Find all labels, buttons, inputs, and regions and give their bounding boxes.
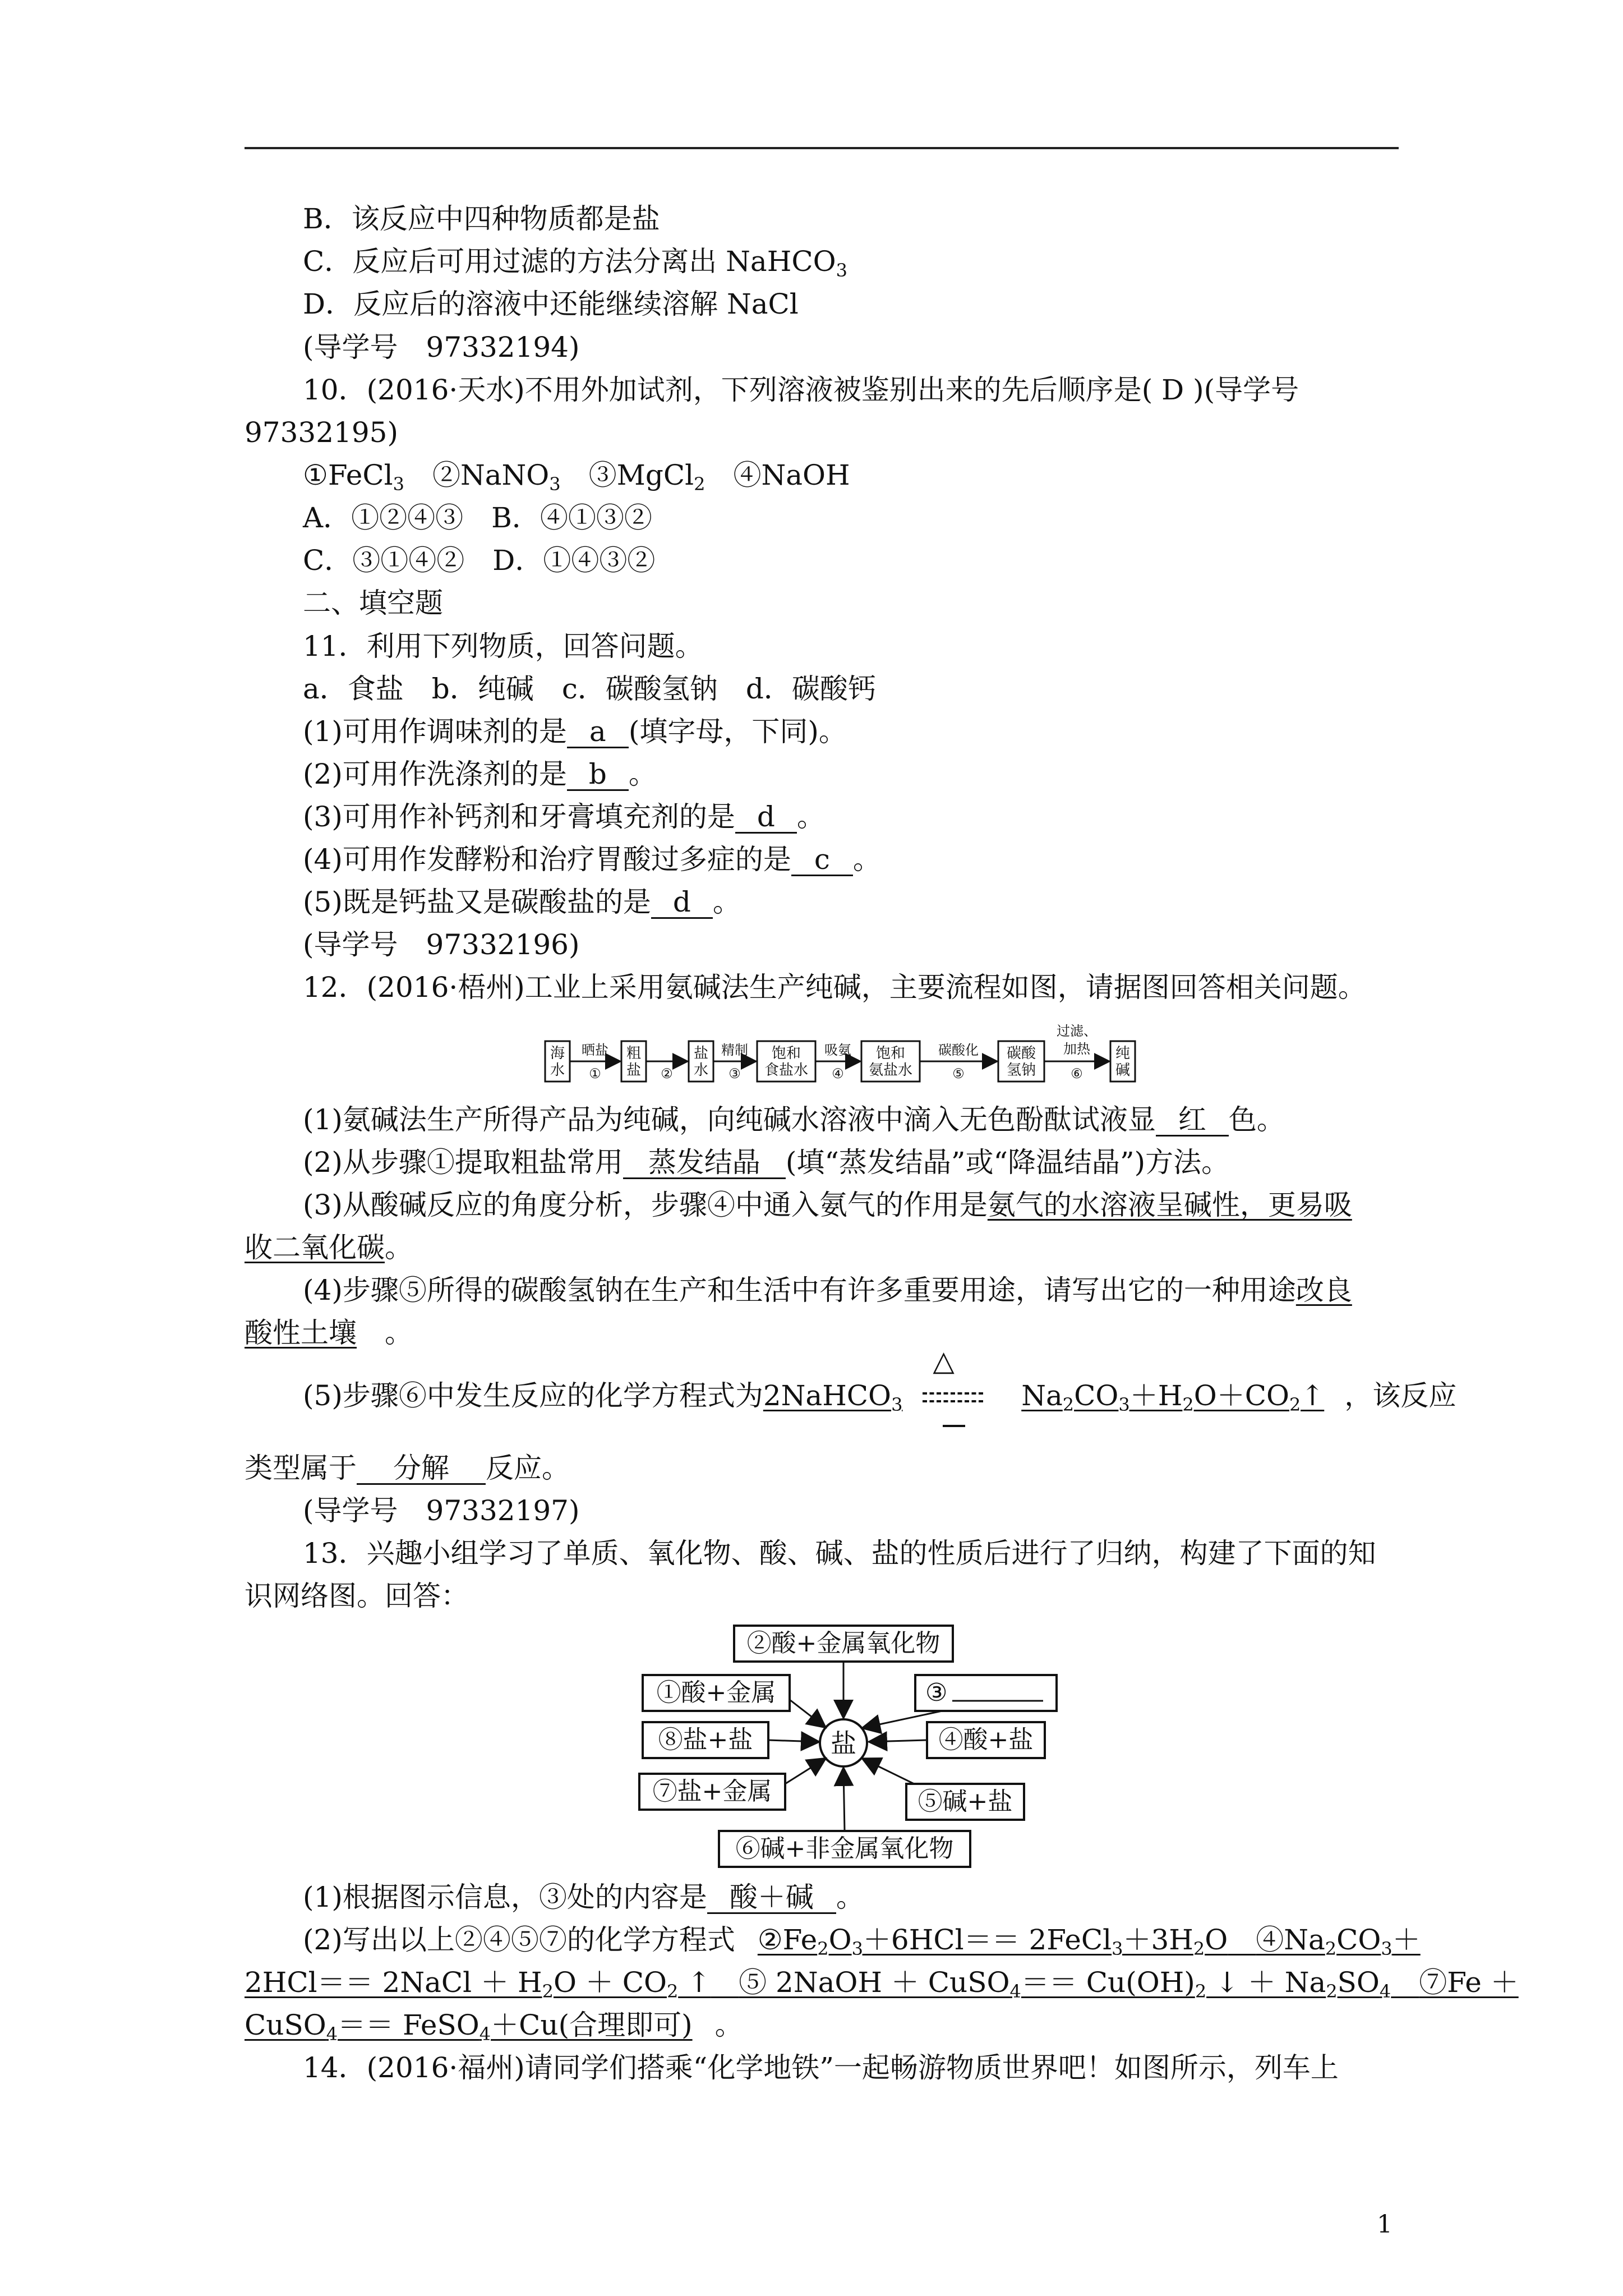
flow-step-label: 过滤、 [1057,1023,1097,1039]
q10-items: ①FeCl$_3$ ②NaNO$_3$ ③MgCl$_2$ ④NaOH [303,459,850,495]
node-acid-metal [643,1675,790,1711]
node-blank [915,1675,1057,1711]
svg-text:①酸+金属: ①酸+金属 [656,1678,776,1707]
node-salt-salt [643,1722,768,1758]
q11-guide-number: (导学号 97332196) [303,928,580,961]
svg-text:④酸+盐: ④酸+盐 [938,1726,1034,1754]
q9-option-c: C．反应后可用过滤的方法分离出 NaHCO$_3$ [303,245,847,281]
flow-step-label: 碳酸化 [938,1042,979,1058]
svg-text:⑦盐+金属: ⑦盐+金属 [652,1777,772,1806]
equation-reactant: 2NaHCO$_3$ [763,1379,903,1415]
svg-text:氨盐水: 氨盐水 [868,1062,913,1079]
q12-part-5-cont: 类型属于 分解 反应。 [245,1452,570,1484]
svg-text:②酸+金属氧化物: ②酸+金属氧化物 [746,1629,940,1658]
flow-step-num: ② [661,1066,673,1082]
node-acid-salt [927,1722,1045,1758]
answer-underline: CuSO$_4$＝＝ FeSO$_4$＋Cu(合理即可) [245,2009,693,2045]
q14-stem: 14．(2016·福州)请同学们搭乘“化学地铁”一起畅游物质世界吧！如图所示，列车上 [303,2051,1339,2084]
node-salt-metal [639,1774,785,1810]
flow-step-num: ① [589,1066,601,1082]
flow-step-num: ⑤ [952,1066,965,1082]
q10-options-cd: C．③①④② D．①④③② [303,544,656,577]
answer-blank: 红 [1156,1105,1229,1137]
flow-box-brine [689,1041,713,1082]
q11-part-3: (3)可用作补钙剂和牙膏填充剂的是 d 。 [303,800,825,833]
q9-guide-number: (导学号 97332194) [303,331,580,364]
section-title: 二、填空题 [303,587,443,619]
answer-underline: 收二氧化碳 [245,1231,385,1264]
q13-part-1: (1)根据图示信息，③处的内容是 酸＋碱 。 [303,1881,864,1913]
q11-options: a．食盐 b．纯碱 c．碳酸氢钠 d．碳酸钙 [303,673,876,705]
q13-part-2-line3: CuSO$_4$＝＝ FeSO$_4$＋Cu(合理即可) 。 [245,2009,743,2045]
flow-box-crude-salt [621,1041,646,1082]
q12-part-1: (1)氨碱法生产所得产品为纯碱，向纯碱水溶液中滴入无色酚酞试液显 红 色。 [303,1103,1285,1136]
answer-underline: 氨气的水溶液呈碱性，更易吸 [987,1189,1352,1221]
flow-step-label: 吸氨 [824,1042,851,1058]
node-base-nonmetal-oxide [719,1831,970,1867]
flow-box-ammoniated-brine [861,1041,920,1082]
equation-products: $Na_2CO_3+H_2O+CO_2↑$ [1021,1379,1325,1415]
svg-text:氢钠: 氢钠 [1006,1062,1036,1079]
q9-option-d: D．反应后的溶液中还能继续溶解 NaCl [303,288,799,320]
svg-text:水: 水 [693,1062,709,1079]
q12-part-5: (5)步骤⑥中发生反应的化学方程式为2NaHCO$_3$ △ $Na_2CO_3+H_2O+CO_2↑$ ，该反应 [303,1378,1456,1414]
answer-blank: 酸＋碱 [707,1882,836,1914]
flow-box-seawater [545,1041,570,1082]
q11-part-2: (2)可用作洗涤剂的是 b 。 [303,758,657,790]
node-base-salt [906,1784,1024,1820]
flow-step-num: ⑥ [1071,1066,1083,1082]
flow-step-num: ③ [728,1066,741,1082]
svg-text:盐: 盐 [626,1062,642,1079]
q12-flow-diagram [544,1020,1150,1096]
flow-step-label: 晒盐 [582,1042,608,1058]
svg-text:盐: 盐 [693,1045,709,1062]
svg-text:③: ③ [925,1678,948,1707]
answer-underline: 2HCl＝＝ 2NaCl ＋ $H_2O + CO_2$ ↑ ⑤ 2NaOH ＋ CuSO$_4$＝＝ $Cu(OH)_2$ ↓ ＋ $Na_2SO_4$ ⑦Fe ＋ [245,1966,1519,2002]
q12-part-3: (3)从酸碱反应的角度分析，步骤④中通入氨气的作用是氨气的水溶液呈碱性，更易吸 [303,1189,1352,1221]
answer-underline: $②Fe_2O_3+6HCl==$ $2FeCl_3+3H_2O$ $④Na_2CO_3+$ [757,1924,1421,1959]
flow-box-saturated-brine [757,1041,815,1082]
svg-text:⑤碱+盐: ⑤碱+盐 [917,1787,1013,1816]
q11-part-4: (4)可用作发酵粉和治疗胃酸过多症的是 c 。 [303,843,881,876]
svg-text:⑥碱+非金属氧化物: ⑥碱+非金属氧化物 [735,1834,954,1863]
q10-stem-cont: 97332195) [245,416,398,449]
svg-text:食盐水: 食盐水 [764,1062,809,1079]
svg-text:饱和: 饱和 [771,1045,801,1062]
answer-underline: 酸性土壤 [245,1317,357,1349]
q12-part-4: (4)步骤⑤所得的碳酸氢钠在生产和生活中有许多重要用途，请写出它的一种用途改良 [303,1274,1352,1306]
flow-step-num: ④ [832,1066,844,1082]
svg-text:水: 水 [550,1062,565,1079]
svg-text:碳酸: 碳酸 [1006,1045,1036,1062]
q12-part-2: (2)从步骤①提取粗盐常用 蒸发结晶 (填“蒸发结晶”或“降温结晶”)方法。 [303,1146,1230,1179]
q12-part-3-cont: 收二氧化碳。 [245,1231,413,1264]
q13-network-diagram [628,1616,1077,1874]
q12-part-4-cont: 酸性土壤 。 [245,1317,413,1349]
answer-blank: d [651,887,713,919]
header-rule [245,147,1399,149]
reaction-condition: △ [911,1378,995,1414]
answer-blank: d [735,802,797,834]
q9-option-b: B．该反应中四种物质都是盐 [303,203,660,235]
flow-step-label: 加热 [1063,1041,1090,1057]
svg-text:碱: 碱 [1115,1062,1131,1079]
q13-stem: 13．兴趣小组学习了单质、氧化物、酸、碱、盐的性质后进行了归纳，构建了下面的知 [303,1537,1376,1570]
answer-blank: 分解 [357,1453,486,1485]
q13-part-2-line2 [245,1964,1519,2000]
q11-part-1: (1)可用作调味剂的是 a (填字母，下同)。 [303,715,847,748]
q10-options-ab: A．①②④③ B．④①③② [303,501,652,534]
flow-box-sodium-bicarbonate [998,1041,1044,1082]
flow-box-soda-ash [1110,1041,1135,1082]
answer-blank: a [567,716,629,748]
q11-part-5: (5)既是钙盐又是碳酸盐的是 d 。 [303,886,741,918]
svg-text:⑧盐+盐: ⑧盐+盐 [658,1726,753,1754]
answer-blank: b [567,759,629,791]
svg-text:粗: 粗 [626,1045,642,1062]
q12-guide-number: (导学号 97332197) [303,1494,580,1527]
q12-stem: 12．(2016·梧州)工业上采用氨碱法生产纯碱，主要流程如图，请据图回答相关问题。 [303,971,1366,1004]
answer-blank: 蒸发结晶 [623,1147,786,1179]
page-number: 1 [1377,2210,1393,2239]
q10-stem: 10．(2016·天水)不用外加试剂，下列溶液被鉴别出来的先后顺序是( D )(导学号 [303,374,1299,406]
svg-text:海: 海 [550,1045,565,1062]
svg-text:纯: 纯 [1115,1045,1131,1062]
answer-blank: c [791,844,853,876]
q13-part-2: (2)写出以上②④⑤⑦的化学方程式 $②Fe_2O_3+6HCl==$ $2FeCl_3+3H_2O$ $④Na_2CO_3+$ [303,1924,1421,1959]
node-acid-metal-oxide [734,1626,953,1662]
answer-underline: 改良 [1295,1274,1352,1306]
q11-stem: 11．利用下列物质，回答问题。 [303,630,703,662]
svg-text:饱和: 饱和 [875,1045,906,1062]
flow-step-label: 精制 [721,1042,748,1058]
center-node-label: 盐 [831,1728,856,1759]
q13-stem-cont: 识网络图。回答： [245,1580,469,1612]
